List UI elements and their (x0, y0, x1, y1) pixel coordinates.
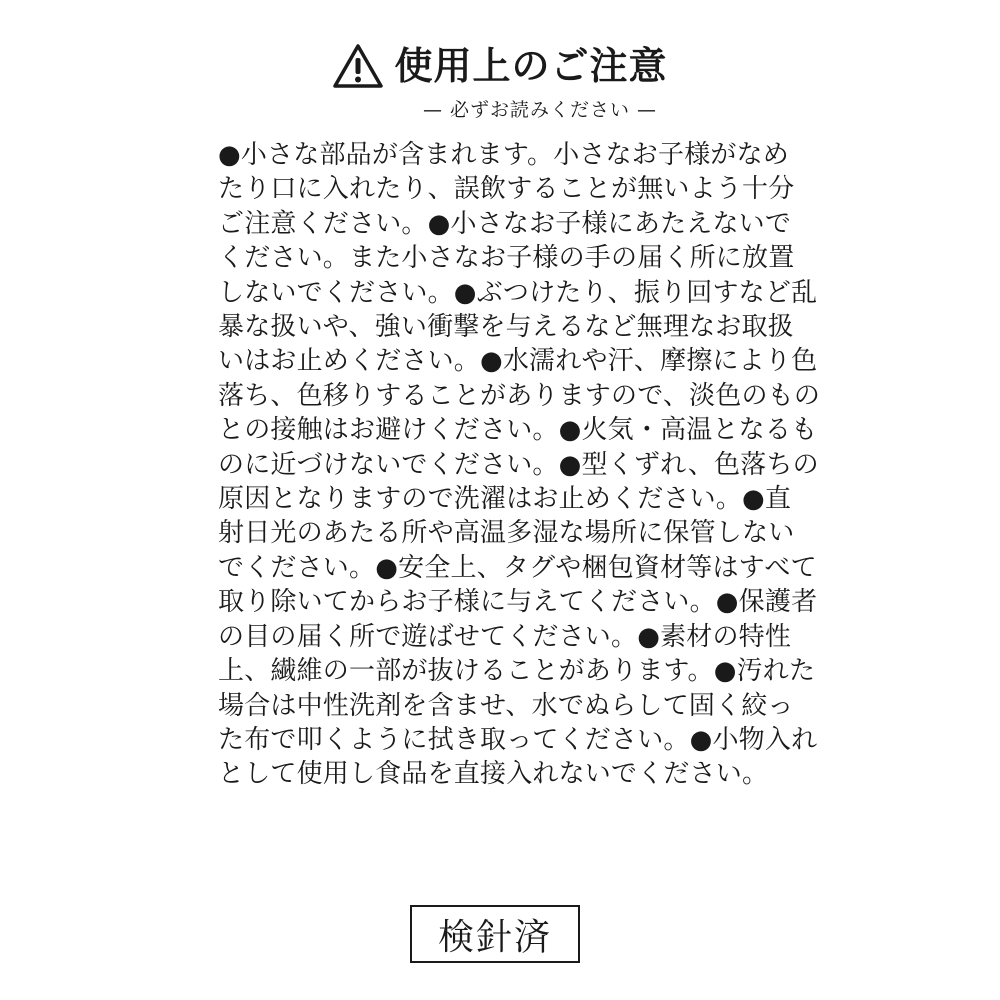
caution-line: ●小さな部品が含まれます。小さなお子様がなめ (218, 140, 790, 170)
caution-line: との接触はお避けください。●火気・高温となるも (218, 415, 818, 446)
caution-line: として使用し食品を直接入れないでください。 (218, 759, 769, 790)
caution-line: たり口に入れたり、誤飲することが無いよう十分 (218, 174, 795, 205)
title-row (332, 40, 667, 92)
caution-line: ご注意ください。●小さなお子様にあたえないで (218, 208, 792, 239)
caution-line: 場合は中性洗剤を含ませ、水でぬらして固く絞っ (218, 690, 794, 721)
caution-line: た布で叩くように拭き取ってください。●小物入れ (218, 724, 818, 755)
caution-line: 上、繊維の一部が抜けることがあります。●汚れた (218, 656, 816, 687)
caution-line: 暴な扱いや、強い衝撃を与えるなど無理なお取扱 (218, 312, 794, 343)
caution-line: 射日光のあたる所や高温多湿な場所に保管しない (218, 518, 795, 549)
caution-line: のに近づけないでください。●型くずれ、色落ちの (218, 449, 819, 480)
caution-line: でください。●安全上、タグや梱包資材等はすべて (218, 552, 817, 583)
caution-line: しないでください。●ぶつけたり、振り回すなど乱 (218, 277, 818, 308)
caution-text (218, 138, 821, 792)
caution-line: 取り除いてからお子様に与えてください。●保護者 (218, 587, 818, 618)
caution-line: 落ち、色移りすることがありますので、淡色のもの (218, 380, 821, 411)
page-subtitle: — 必ずお読みください — (422, 99, 658, 121)
caution-line: 原因となりますので洗濯はお止めください。●直 (218, 484, 792, 515)
inspection-stamp: 検針済 (410, 905, 580, 963)
caution-line: の目の届く所で遊ばせてください。●素材の特性 (218, 621, 792, 652)
caution-line: いはお止めください。●水濡れや汗、摩擦により色 (218, 346, 818, 377)
header (0, 40, 1000, 122)
warning-icon (332, 43, 384, 89)
page-title: 使用上のご注意 (394, 44, 668, 88)
caution-line: ください。また小さなお子様の手の届く所に放置 (218, 243, 795, 274)
